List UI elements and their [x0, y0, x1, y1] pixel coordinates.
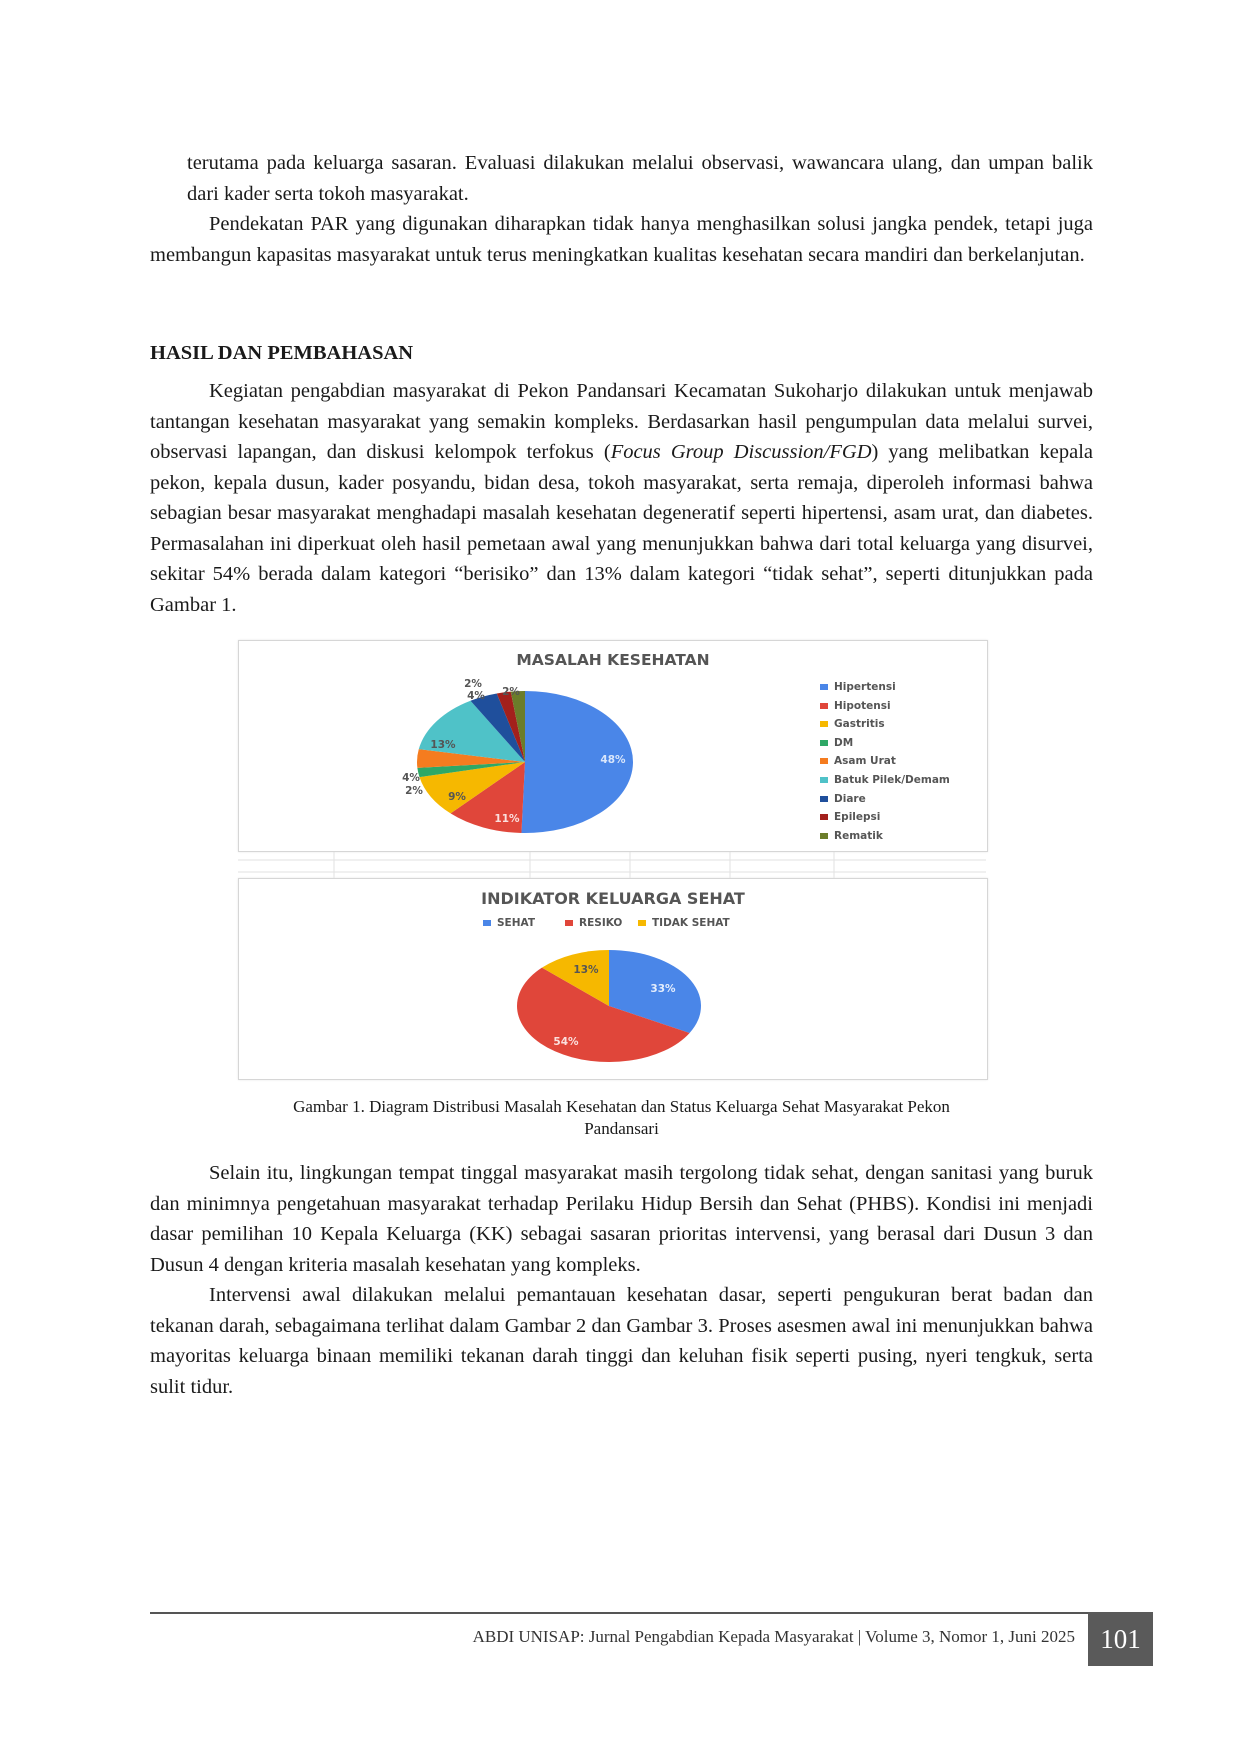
legend-label: Hipotensi — [834, 699, 891, 712]
page-number: 101 — [1088, 1612, 1153, 1666]
legend-item — [820, 700, 891, 712]
data-label: 4% — [467, 690, 485, 702]
legend-item — [820, 793, 866, 805]
legend-label: Batuk Pilek/Demam — [834, 774, 950, 786]
legend-label: Gastritis — [834, 718, 885, 731]
legend-swatch — [820, 814, 828, 820]
chart-title: INDIKATOR KELUARGA SEHAT — [481, 889, 745, 908]
legend-item — [820, 774, 950, 786]
data-label: 48% — [600, 754, 626, 766]
data-label: 13% — [430, 739, 456, 751]
legend-item — [820, 737, 853, 749]
legend-item — [820, 811, 880, 823]
legend-item — [820, 681, 896, 693]
data-label: 11% — [494, 813, 520, 825]
legend-label: Rematik — [834, 829, 883, 842]
pie-chart-2 — [239, 879, 987, 1079]
figure-caption: Gambar 1. Diagram Distribusi Masalah Kesehatan dan Status Keluarga Sehat Masyarakat Pekon Pandansari — [293, 1097, 950, 1138]
legend-swatch — [820, 684, 828, 690]
data-label: 54% — [553, 1036, 579, 1048]
footer-journal: ABDI UNISAP: Jurnal Pengabdian Kepada Masyarakat | Volume 3, Nomor 1, Juni 2025 — [472, 1627, 1075, 1646]
legend-item — [820, 755, 896, 767]
footer-rule — [150, 1612, 1153, 1614]
legend-swatch — [820, 777, 828, 783]
legend-swatch — [820, 721, 828, 727]
data-label: 9% — [448, 791, 466, 803]
data-label: 4% — [402, 772, 420, 784]
legend-swatch — [820, 703, 828, 709]
paragraph-environment: Selain itu, lingkungan tempat tinggal masyarakat masih tergolong tidak sehat, dengan sanitasi yang buruk dan minimnya pengetahuan masyarakat terhadap Perilaku Hidup Bersih dan Sehat (PHBS). Kondisi ini menjadi dasar pemilihan 10 Kepala Keluarga (KK) sebagai sasaran prioritas intervensi, yang berasal dari Dusun 3 dan Dusun 4 dengan kriteria masalah kesehatan yang kompleks. — [150, 1162, 1093, 1276]
paragraph-results: Kegiatan pengabdian masyarakat di Pekon Pandansari Kecamatan Sukoharjo dilakukan untuk menjawab tantangan kesehatan masyarakat yang semakin kompleks. Berdasarkan hasil pengumpulan data melalui survei, observasi lapangan, dan diskusi kelompok terfokus (Focus Group Discussion/FGD) yang melibatkan kepala pekon, kepala dusun, kader posyandu, bidan desa, tokoh masyarakat, serta remaja, diperoleh informasi bahwa sebagian besar masyarakat menghadapi masalah kesehatan degeneratif seperti hipertensi, asam urat, dan diabetes. Permasalahan ini diperkuat oleh hasil pemetaan awal yang menunjukkan bahwa dari total keluarga yang disurvei, sekitar 54% berada dalam kategori “berisiko” dan 13% dalam kategori “tidak sehat”, seperti ditunjukkan pada Gambar 1. — [150, 380, 1093, 616]
legend-label: Epilepsi — [834, 811, 881, 824]
legend-label: SEHAT — [497, 917, 535, 929]
section-heading: HASIL DAN PEMBAHASAN — [150, 342, 414, 364]
data-label: 33% — [650, 983, 676, 995]
legend-label: DM — [834, 736, 854, 749]
paragraph-par-approach: Pendekatan PAR yang digunakan diharapkan tidak hanya menghasilkan solusi jangka pendek, tetapi juga membangun kapasitas masyarakat untuk terus meningkatkan kualitas kesehatan secara mandiri dan berkelanjutan. — [150, 213, 1093, 266]
legend-item — [820, 830, 883, 842]
chart-title: MASALAH KESEHATAN — [516, 651, 710, 669]
legend-swatch — [820, 796, 828, 802]
legend-label: RESIKO — [579, 917, 623, 929]
data-label: 2% — [464, 678, 482, 690]
data-label: 2% — [502, 686, 520, 698]
legend-swatch — [820, 758, 828, 764]
paragraph-intervention: Intervensi awal dilakukan melalui pemantauan kesehatan dasar, seperti pengukuran berat badan dan tekanan darah, sebagaimana terlihat dalam Gambar 2 dan Gambar 3. Proses asesmen awal ini menunjukkan bahwa mayoritas keluarga binaan memiliki tekanan darah tinggi dan keluhan fisik seperti pusing, nyeri tengkuk, serta sulit tidur. — [150, 1284, 1093, 1398]
legend-label: TIDAK SEHAT — [652, 917, 730, 929]
chart-masalah-kesehatan — [238, 640, 988, 852]
chart-indikator-keluarga-sehat — [238, 878, 988, 1080]
legend-label: Asam Urat — [834, 755, 896, 768]
legend-swatch — [820, 833, 828, 839]
legend-swatch — [820, 740, 828, 746]
paragraph-evaluation: terutama pada keluarga sasaran. Evaluasi dilakukan melalui observasi, wawancara ulang, dan umpan balik dari kader serta tokoh masyarakat. — [187, 152, 1093, 205]
legend-label: Hipertensi — [834, 681, 896, 693]
data-label: 13% — [573, 964, 599, 976]
legend-item — [820, 718, 885, 730]
data-label: 2% — [405, 785, 423, 797]
legend-label: Diare — [834, 792, 866, 805]
